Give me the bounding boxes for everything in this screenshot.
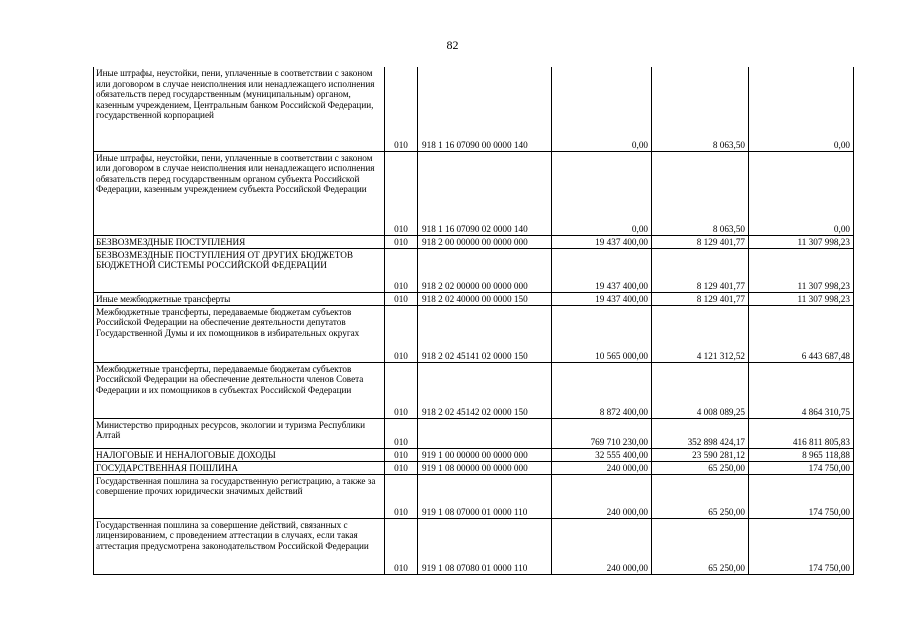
row-code: 010 [385,518,418,574]
row-value-2: 8 063,50 [652,151,749,235]
table-row [94,151,854,235]
row-value-2: 4 121 312,52 [652,305,749,362]
row-value-1: 8 872 400,00 [552,362,652,418]
row-code: 010 [385,362,418,418]
row-value-3: 174 750,00 [749,461,854,474]
row-kbk: 919 1 08 07000 01 0000 110 [418,474,552,518]
table-row [94,67,854,151]
row-name: БЕЗВОЗМЕЗДНЫЕ ПОСТУПЛЕНИЯ ОТ ДРУГИХ БЮДЖЕТОВ БЮДЖЕТНОЙ СИСТЕМЫ РОССИЙСКОЙ ФЕДЕРАЦИИ [94,248,385,292]
row-value-2: 8 129 401,77 [652,292,749,305]
table-row [94,474,854,518]
row-value-1: 19 437 400,00 [552,248,652,292]
row-code: 010 [385,67,418,151]
row-value-1: 0,00 [552,67,652,151]
row-value-1: 32 555 400,00 [552,448,652,461]
row-value-1: 19 437 400,00 [552,292,652,305]
row-value-2: 8 129 401,77 [652,235,749,248]
row-code: 010 [385,474,418,518]
row-value-1: 240 000,00 [552,461,652,474]
row-value-1: 0,00 [552,151,652,235]
row-name: Иные межбюджетные трансферты [94,292,385,305]
table-row [94,418,854,448]
row-value-3: 0,00 [749,67,854,151]
table-row [94,235,854,248]
row-value-2: 23 590 281,12 [652,448,749,461]
row-kbk: 918 2 02 40000 00 0000 150 [418,292,552,305]
row-name: ГОСУДАРСТВЕННАЯ ПОШЛИНА [94,461,385,474]
row-name: Государственная пошлина за государственную регистрацию, а также за совершение прочих юридически значимых действий [94,474,385,518]
row-value-2: 8 129 401,77 [652,248,749,292]
row-value-1: 10 565 000,00 [552,305,652,362]
row-value-2: 352 898 424,17 [652,418,749,448]
table-row [94,248,854,292]
row-code: 010 [385,248,418,292]
row-kbk: 919 1 00 00000 00 0000 000 [418,448,552,461]
row-name: Иные штрафы, неустойки, пени, уплаченные в соответствии с законом или договором в случае неисполнения или ненадлежащего исполнения обязательств перед государственным органом субъекта Российской Федерации, казенным учреждением субъекта Российской Федерации [94,151,385,235]
row-code: 010 [385,235,418,248]
row-value-2: 8 063,50 [652,67,749,151]
row-code: 010 [385,292,418,305]
row-kbk: 918 1 16 07090 02 0000 140 [418,151,552,235]
row-name: НАЛОГОВЫЕ И НЕНАЛОГОВЫЕ ДОХОДЫ [94,448,385,461]
row-kbk: 918 2 00 00000 00 0000 000 [418,235,552,248]
row-code: 010 [385,418,418,448]
row-value-1: 240 000,00 [552,518,652,574]
table-row [94,305,854,362]
row-value-3: 416 811 805,83 [749,418,854,448]
row-name: Иные штрафы, неустойки, пени, уплаченные в соответствии с законом или договором в случае неисполнения или ненадлежащего исполнения обязательств перед государственным (муниципальным) органом, казенным учреждением, Центральным банком Российской Федерации, государственной корпорацией [94,67,385,151]
row-value-1: 19 437 400,00 [552,235,652,248]
row-value-3: 174 750,00 [749,474,854,518]
row-value-3: 4 864 310,75 [749,362,854,418]
row-value-2: 4 008 089,25 [652,362,749,418]
row-kbk: 918 2 02 00000 00 0000 000 [418,248,552,292]
row-name: Межбюджетные трансферты, передаваемые бюджетам субъектов Российской Федерации на обеспечение деятельности членов Совета Федерации и их помощников в субъектах Российской Федерации [94,362,385,418]
row-code: 010 [385,461,418,474]
row-value-3: 0,00 [749,151,854,235]
row-name: Межбюджетные трансферты, передаваемые бюджетам субъектов Российской Федерации на обеспечение деятельности депутатов Государственной Думы и их помощников в избирательных округах [94,305,385,362]
row-code: 010 [385,448,418,461]
row-name: Государственная пошлина за совершение действий, связанных с лицензированием, с проведением аттестации в случаях, если такая аттестация предусмотрена законодательством Российской Федерации [94,518,385,574]
row-value-3: 174 750,00 [749,518,854,574]
row-kbk: 919 1 08 00000 00 0000 000 [418,461,552,474]
row-value-3: 6 443 687,48 [749,305,854,362]
row-code: 010 [385,305,418,362]
row-code: 010 [385,151,418,235]
row-value-2: 65 250,00 [652,461,749,474]
row-kbk: 918 2 02 45141 02 0000 150 [418,305,552,362]
table-row [94,461,854,474]
table-row [94,292,854,305]
row-value-1: 240 000,00 [552,474,652,518]
row-kbk: 919 1 08 07080 01 0000 110 [418,518,552,574]
table-row [94,362,854,418]
row-value-3: 11 307 998,23 [749,235,854,248]
row-value-3: 11 307 998,23 [749,292,854,305]
table-row [94,518,854,574]
row-value-3: 11 307 998,23 [749,248,854,292]
row-kbk: 918 2 02 45142 02 0000 150 [418,362,552,418]
row-kbk: 918 1 16 07090 00 0000 140 [418,67,552,151]
page-number: 82 [446,38,459,52]
row-kbk [418,418,552,448]
row-value-1: 769 710 230,00 [552,418,652,448]
row-name: Министерство природных ресурсов, экологии и туризма Республики Алтай [94,418,385,448]
row-value-2: 65 250,00 [652,518,749,574]
budget-table [93,67,854,575]
row-value-3: 8 965 118,88 [749,448,854,461]
row-value-2: 65 250,00 [652,474,749,518]
table-row [94,448,854,461]
row-name: БЕЗВОЗМЕЗДНЫЕ ПОСТУПЛЕНИЯ [94,235,385,248]
